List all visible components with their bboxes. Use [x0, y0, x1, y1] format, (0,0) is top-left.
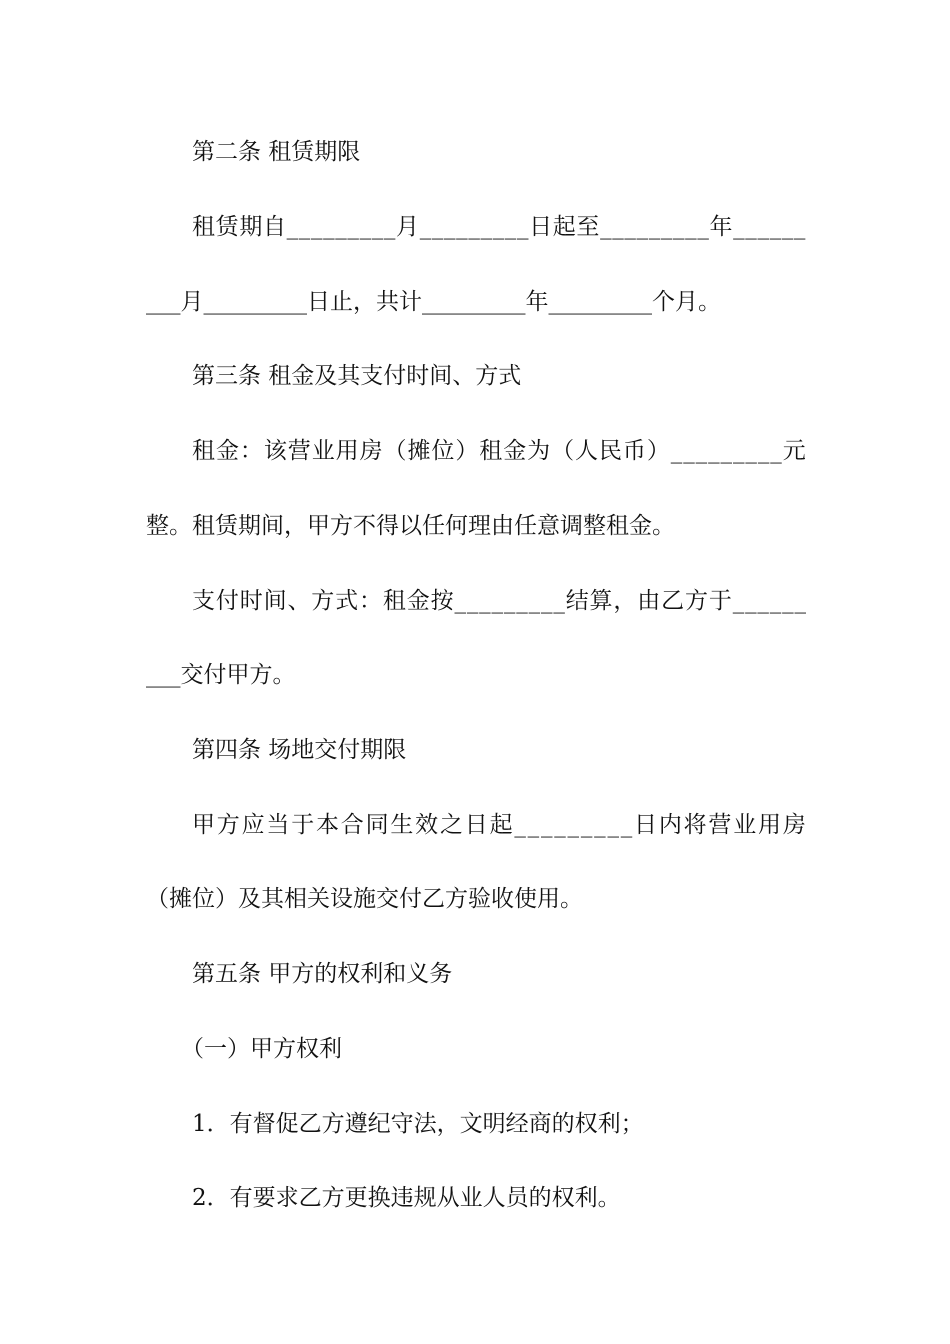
- article-3-rent-line-2: 整。租赁期间，甲方不得以任何理由任意调整租金。: [146, 513, 675, 539]
- article-3-payment-line-1: 支 付 时 间 、 方 式 ： 租 金 按 _ _ _ _ _ _ _ _ _ 结 算 ， 由 乙 方 于 _ _ _ _ _ _: [192, 588, 806, 614]
- article-4-heading: 第四条 场地交付期限: [192, 737, 407, 763]
- list-item-2: 2．有要求乙方更换违规从业人员的权利。: [192, 1185, 621, 1211]
- article-2-heading: 第二条 租赁期限: [192, 139, 361, 165]
- article-2-term-line-2: ___月_________日止，共计_________年_________个月。: [146, 289, 721, 315]
- list-item-1: 1．有督促乙方遵纪守法，文明经商的权利；: [192, 1111, 644, 1137]
- section-1-heading: （一）甲方权利: [181, 1036, 342, 1062]
- article-3-payment-line-2: ___交付甲方。: [146, 662, 296, 688]
- article-2-term-line-1: 租 赁 期 自 _ _ _ _ _ _ _ _ _ 月 _ _ _ _ _ _ _ _ _ 日 起 至 _ _ _ _ _ _ _ _ _ 年 _ _ _ _ _ _: [192, 214, 806, 240]
- article-3-heading: 第三条 租金及其支付时间、方式: [192, 363, 522, 389]
- article-4-delivery-line-2: （摊位）及其相关设施交付乙方验收使用。: [146, 886, 583, 912]
- article-4-delivery-line-1: 甲 方 应 当 于 本 合 同 生 效 之 日 起 _ _ _ _ _ _ _ _ _ 日 内 将 营 业 用 房: [192, 812, 806, 838]
- article-3-rent-line-1: 租 金 ： 该 营 业 用 房 （ 摊 位 ） 租 金 为 （ 人 民 币 ） _ _ _ _ _ _ _ _ _ 元: [192, 438, 806, 464]
- article-5-heading: 第五条 甲方的权利和义务: [192, 961, 453, 987]
